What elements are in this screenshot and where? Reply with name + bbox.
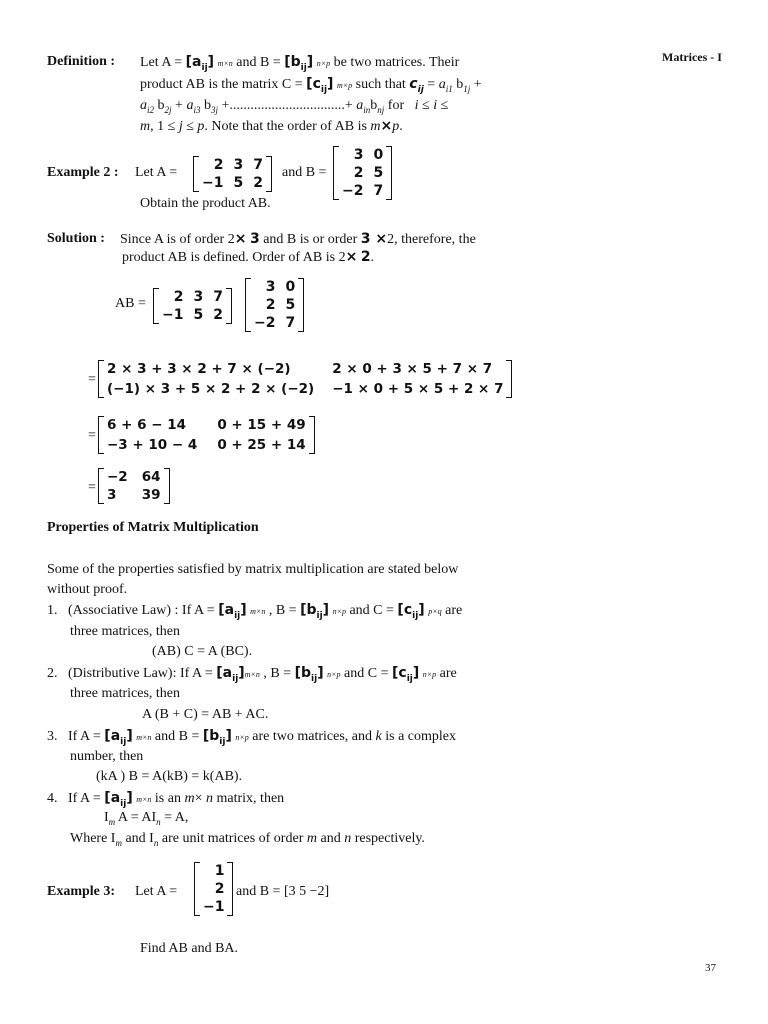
solution-line-1: Since A is of order 2× 3 and B is or order 3 ×2, therefore, the [120, 231, 476, 247]
property-2-line-b: three matrices, then [70, 686, 181, 701]
page-number: 37 [705, 962, 716, 974]
solution-line-2: product AB is defined. Order of AB is 2× 2. [122, 249, 375, 265]
properties-heading: Properties of Matrix Multiplication [47, 520, 259, 535]
property-2-formula: A (B + C) = AB + AC. [142, 707, 269, 722]
property-3-line-b: number, then [70, 749, 144, 764]
eq-sign-3: = [88, 480, 96, 495]
example2-let-a: Let A = [135, 165, 178, 180]
example2-task: Obtain the product AB. [140, 196, 271, 211]
property-2-line-a: 2. (Distributive Law): If $A = [a_{ij}]m\times n$ , $B = [b_{ij}]$ n×p and $C = [c_{ij}]$ n×p are [47, 665, 457, 684]
definition-line-3: $a_{i2}$ $b_{2j} + a_{i3}$ $b_{3j}$ +.................................+ $a_{in}b_{nj}$ for i ≤ i ≤ [140, 98, 449, 115]
eq-sign-1: = [88, 372, 96, 387]
property-1-formula: (AB) C = A (BC). [152, 644, 253, 659]
example2-label: Example 2 : [47, 165, 119, 180]
ab-matrix-a: 2 3 7 −1 5 2 [153, 288, 232, 324]
step2-matrix: 6 + 6 − 14 0 + 15 + 49 −3 + 10 − 4 0 + 25 + 14 [98, 416, 315, 454]
property-1-line-a: 1. (Associative Law) : If $A = [a_{ij}]$ m×n , $B = [b_{ij}]$ n×p and $C = [c_{ij}]$ p×q are [47, 602, 463, 621]
property-1-line-b: three matrices, then [70, 624, 181, 639]
property-4-line-c: Where $I_m$ and $I_n$ are unit matrices of order m and n respectively. [70, 831, 425, 848]
ab-matrix-b: 3 0 2 5 −2 7 [245, 278, 304, 332]
definition-line-1: Let $A = [a_{ij}]$ m×n and $B = [b_{ij}]$ n×p be two matrices. Their [140, 54, 460, 73]
solution-label: Solution : [47, 231, 105, 246]
property-4-formula: $I_m$ $A = AI_n = A$, [104, 810, 189, 827]
matrix-b: 3 0 2 5 −2 7 [333, 146, 392, 200]
ab-label: AB = [115, 296, 146, 311]
property-4-line-a: 4. If $A = [a_{ij}]$ m×n is an m× n matrix, then [47, 790, 285, 809]
example2-and-b: and B = [282, 165, 327, 180]
properties-intro-1: Some of the properties satisfied by matrix multiplication are stated below [47, 562, 459, 577]
definition-label: Definition : [47, 54, 116, 69]
property-3-line-a: 3. If $A = [a_{ij}]$ m×n and $B = [b_{ij}]$ n×p are two matrices, and k is a complex [47, 728, 456, 747]
properties-intro-2: without proof. [47, 582, 128, 597]
example3-let-a: Let A = [135, 884, 178, 899]
definition-line-2: product AB is the matrix $C = [c_{ij}]$ m×p such that $c_{ij} = a_{i1}$ $b_{1j}$ + [140, 76, 482, 95]
running-header: Matrices - I [662, 50, 722, 64]
eq-sign-2: = [88, 428, 96, 443]
definition-line-4: m, 1 ≤ j ≤ p. Note that the order of AB is m×p. [140, 118, 403, 134]
example3-label: Example 3: [47, 884, 116, 899]
example3-matrix-a: 1 2 −1 [194, 862, 233, 916]
property-3-formula: (kA ) B = A(kB) = k(AB). [96, 769, 243, 784]
result-matrix: −2 64 3 39 [98, 468, 170, 504]
step1-matrix: 2 × 3 + 3 × 2 + 7 × (−2) 2 × 0 + 3 × 5 + 7 × 7 (−1) × 3 + 5 × 2 + 2 × (−2) −1 × 0 + 5 × 5 + 2 × 7 [98, 360, 512, 398]
example3-and-b: and B = [3 5 −2] [236, 884, 330, 899]
matrix-a: 2 3 7 −1 5 2 [193, 156, 272, 192]
example3-task: Find AB and BA. [140, 941, 239, 956]
